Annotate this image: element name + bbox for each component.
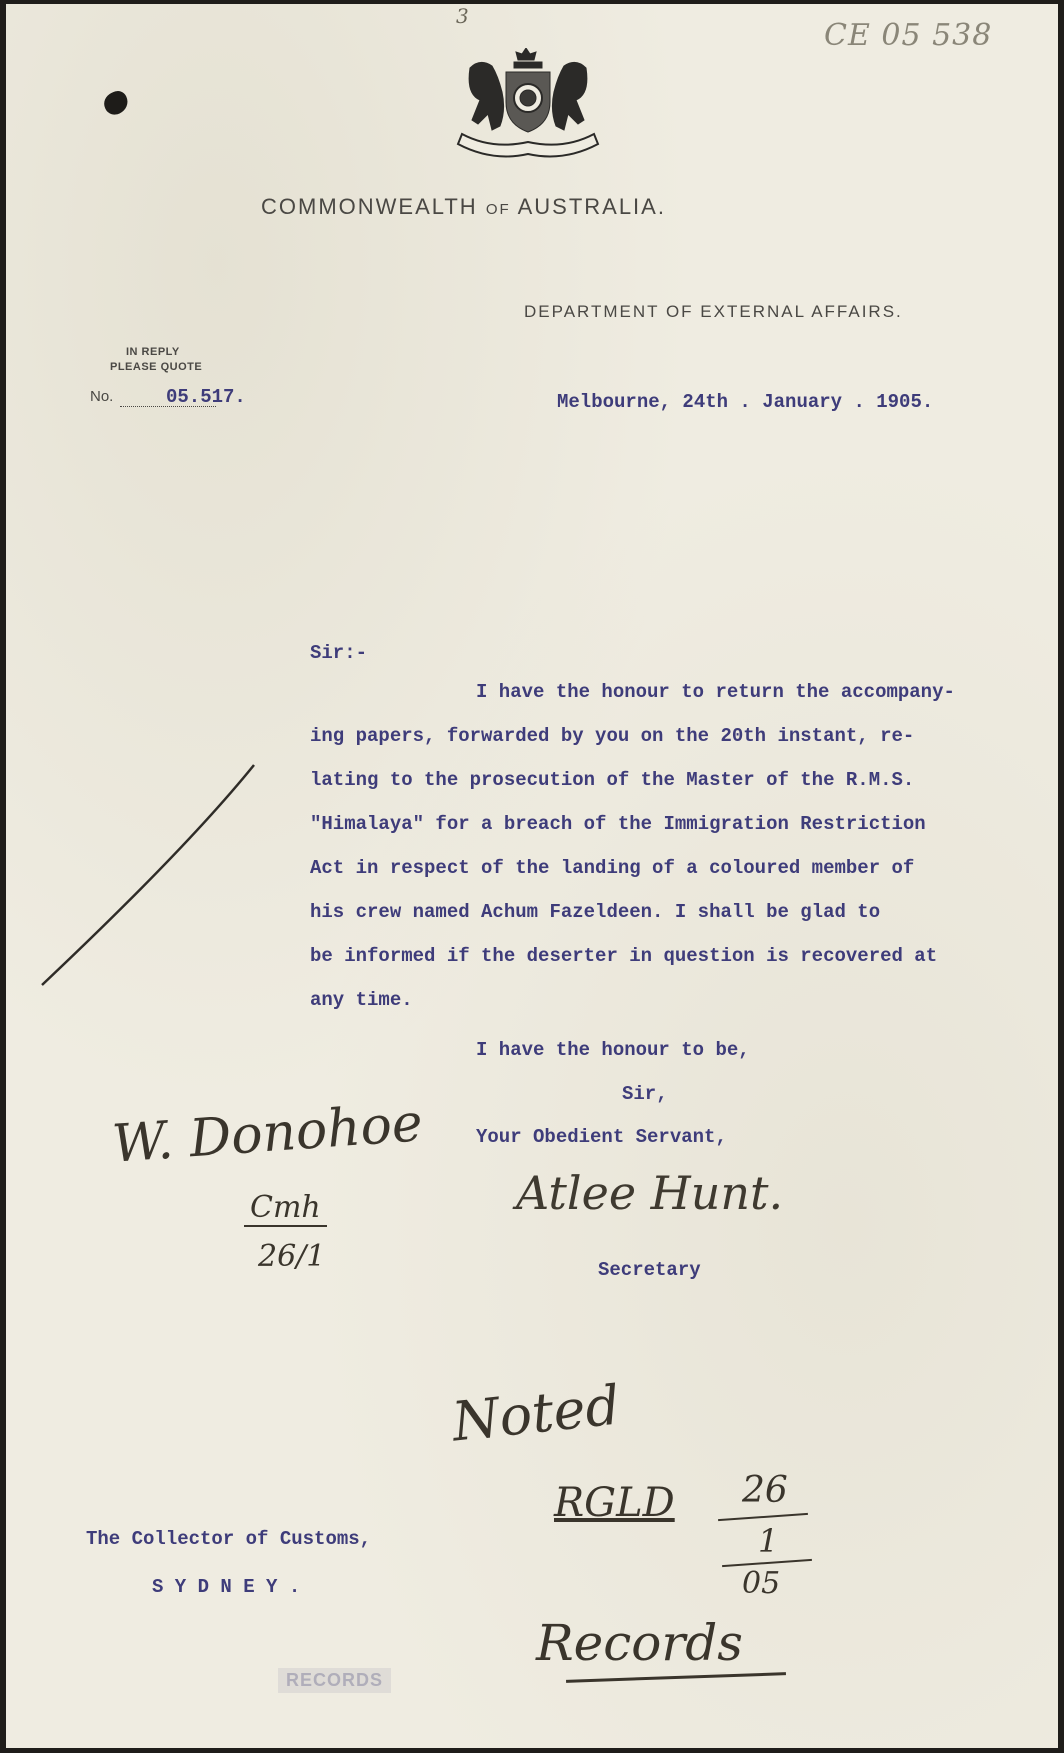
letterhead-country: COMMONWEALTH bbox=[261, 194, 478, 219]
noted-date-month: 1 bbox=[758, 1522, 779, 1560]
noted-date-day: 26 bbox=[742, 1470, 788, 1511]
letterhead-title bbox=[261, 194, 666, 220]
closing-line-2: Sir, bbox=[622, 1083, 668, 1105]
body-line: ing papers, forwarded by you on the 20th instant, re- bbox=[310, 725, 915, 747]
letterhead-country-2: AUSTRALIA. bbox=[517, 194, 666, 219]
noted-date-year: 05 bbox=[742, 1566, 781, 1601]
place-date: Melbourne, 24th . January . 1905. bbox=[557, 391, 934, 413]
number-label: No. bbox=[90, 388, 114, 405]
left-date: 26/1 bbox=[258, 1239, 326, 1274]
body-line: lating to the prosecution of the Master of the R.M.S. bbox=[310, 769, 915, 791]
department-name: DEPARTMENT OF EXTERNAL AFFAIRS. bbox=[524, 302, 903, 321]
body-line: Act in respect of the landing of a coloured member of bbox=[310, 857, 915, 879]
addressee-line-2: S Y D N E Y . bbox=[152, 1576, 301, 1598]
closing-line-1: I have the honour to be, bbox=[476, 1039, 750, 1061]
pen-stroke-icon bbox=[36, 759, 266, 989]
punch-hole bbox=[100, 88, 131, 118]
records-mark: Records bbox=[536, 1614, 743, 1672]
records-stamp: RECORDS bbox=[278, 1668, 391, 1693]
closing-line-3: Your Obedient Servant, bbox=[476, 1126, 727, 1148]
reference-mark: CE 05 538 bbox=[824, 18, 993, 53]
body-line: "Himalaya" for a breach of the Immigration Restriction bbox=[310, 813, 926, 835]
noted-mark: Noted bbox=[449, 1373, 623, 1454]
reference-number: 05.517. bbox=[166, 386, 246, 408]
top-mark: 3 bbox=[456, 4, 469, 28]
noted-date-rule bbox=[718, 1513, 808, 1521]
document-page bbox=[6, 4, 1058, 1748]
reply-label-2: PLEASE QUOTE bbox=[110, 361, 203, 373]
noted-initials: RGLD bbox=[554, 1480, 675, 1526]
left-initials: Cmh bbox=[244, 1190, 327, 1227]
coat-of-arms-icon bbox=[452, 48, 604, 158]
records-underline bbox=[566, 1672, 786, 1683]
salutation: Sir:- bbox=[310, 642, 368, 664]
body-line: any time. bbox=[310, 989, 413, 1011]
secretary-title: Secretary bbox=[598, 1259, 701, 1281]
body-line: his crew named Achum Fazeldeen. I shall be glad to bbox=[310, 901, 881, 923]
body-line: be informed if the deserter in question is recovered at bbox=[310, 945, 938, 967]
letterhead-of: OF bbox=[485, 201, 511, 218]
addressee-line-1: The Collector of Customs, bbox=[86, 1528, 372, 1550]
reply-label-1: IN REPLY bbox=[126, 346, 180, 358]
left-signature: W. Donohoe bbox=[110, 1093, 425, 1175]
body-line: I have the honour to return the accompany- bbox=[476, 681, 955, 703]
secretary-signature: Atlee Hunt. bbox=[516, 1166, 784, 1220]
